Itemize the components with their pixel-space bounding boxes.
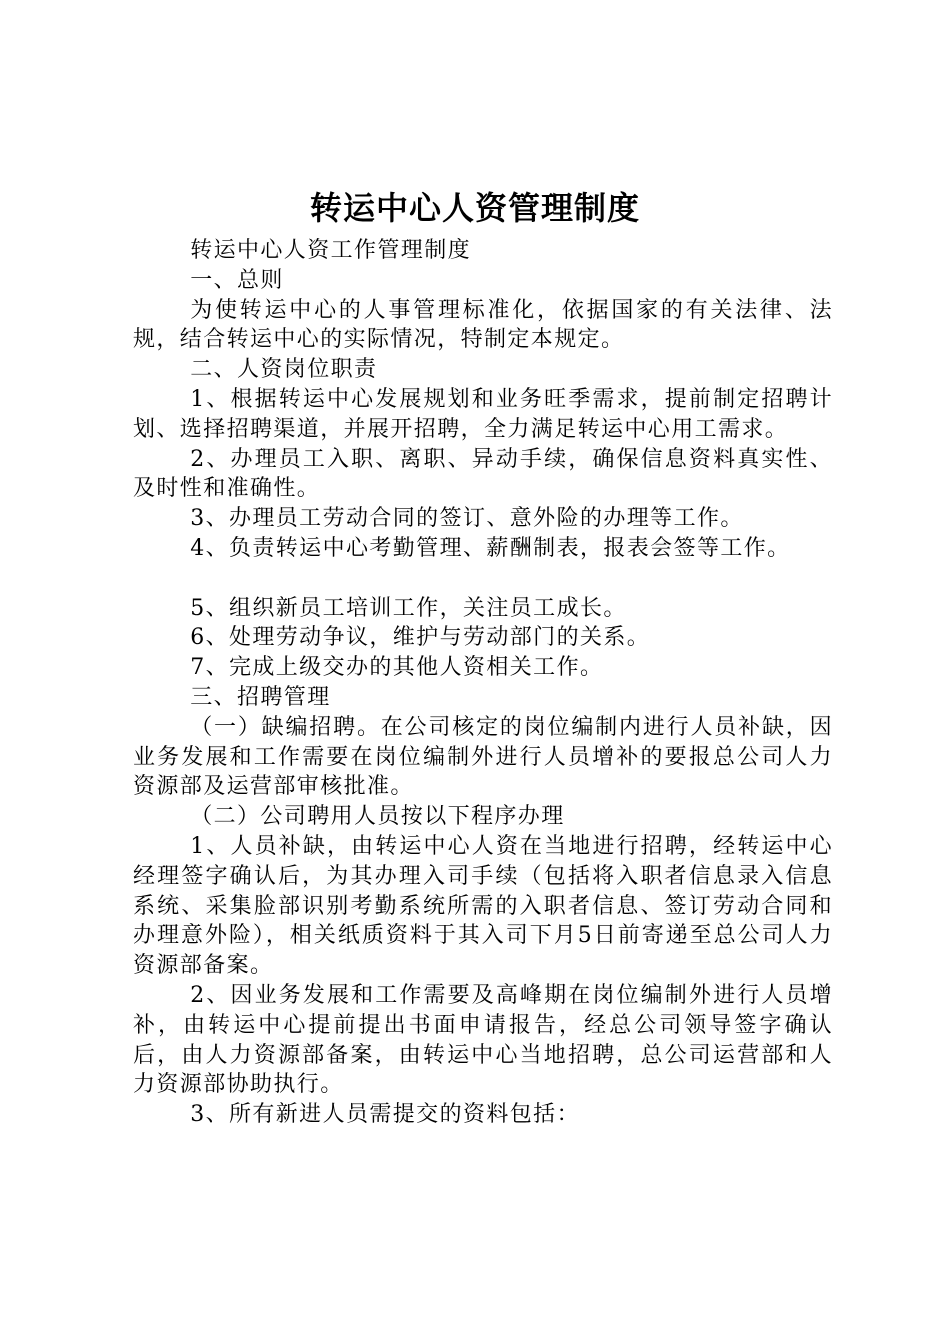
- list-item: 2、办理员工入职、离职、异动手续，确保信息资料真实性、及时性和准确性。: [133, 446, 833, 502]
- section-heading-duties: 二、人资岗位职责: [190, 357, 378, 383]
- list-item: 2、因业务发展和工作需要及高峰期在岗位编制外进行人员增补，由转运中心提前提出书面申请报告，经总公司领导签字确认后，由人力资源部备案，由转运中心当地招聘，总公司运营部和人力资源部协助执行。: [133, 982, 833, 1098]
- list-item: 1、人员补缺，由转运中心人资在当地进行招聘，经转运中心经理签字确认后，为其办理入司手续（包括将入职者信息录入信息系统、采集脸部识别考勤系统所需的入职者信息、签订劳动合同和办理意外险），相关纸质资料于其入司下月5日前寄递至总公司人力资源部备案。: [133, 833, 833, 979]
- document-title: 转运中心人资管理制度: [309, 189, 640, 227]
- list-item: 1、根据转运中心发展规划和业务旺季需求，提前制定招聘计划、选择招聘渠道，并展开招聘，全力满足转运中心用工需求。: [133, 386, 833, 442]
- list-item: 3、办理员工劳动合同的签订、意外险的办理等工作。: [190, 506, 744, 532]
- list-item: 5、组织新员工培训工作，关注员工成长。: [190, 595, 627, 621]
- paragraph: （一）缺编招聘。在公司核定的岗位编制内进行人员补缺，因业务发展和工作需要在岗位编制外进行人员增补的要报总公司人力资源部及运营部审核批准。: [133, 714, 833, 800]
- section-heading-recruitment: 三、招聘管理: [190, 684, 331, 710]
- paragraph: 为使转运中心的人事管理标准化，依据国家的有关法律、法规，结合转运中心的实际情况，特制定本规定。: [133, 297, 833, 353]
- list-item: 7、完成上级交办的其他人资相关工作。: [190, 655, 604, 681]
- list-item: 6、处理劳动争议，维护与劳动部门的关系。: [190, 625, 651, 651]
- list-item: 4、负责转运中心考勤管理、薪酬制表，报表会签等工作。: [190, 535, 791, 561]
- section-heading-general: 一、总则: [190, 267, 284, 293]
- sub-heading: （二）公司聘用人员按以下程序办理: [190, 804, 565, 830]
- document-body: [133, 236, 833, 1130]
- paragraph-subtitle: 转运中心人资工作管理制度: [190, 238, 471, 263]
- list-item: 3、所有新进人员需提交的资料包括：: [190, 1102, 580, 1128]
